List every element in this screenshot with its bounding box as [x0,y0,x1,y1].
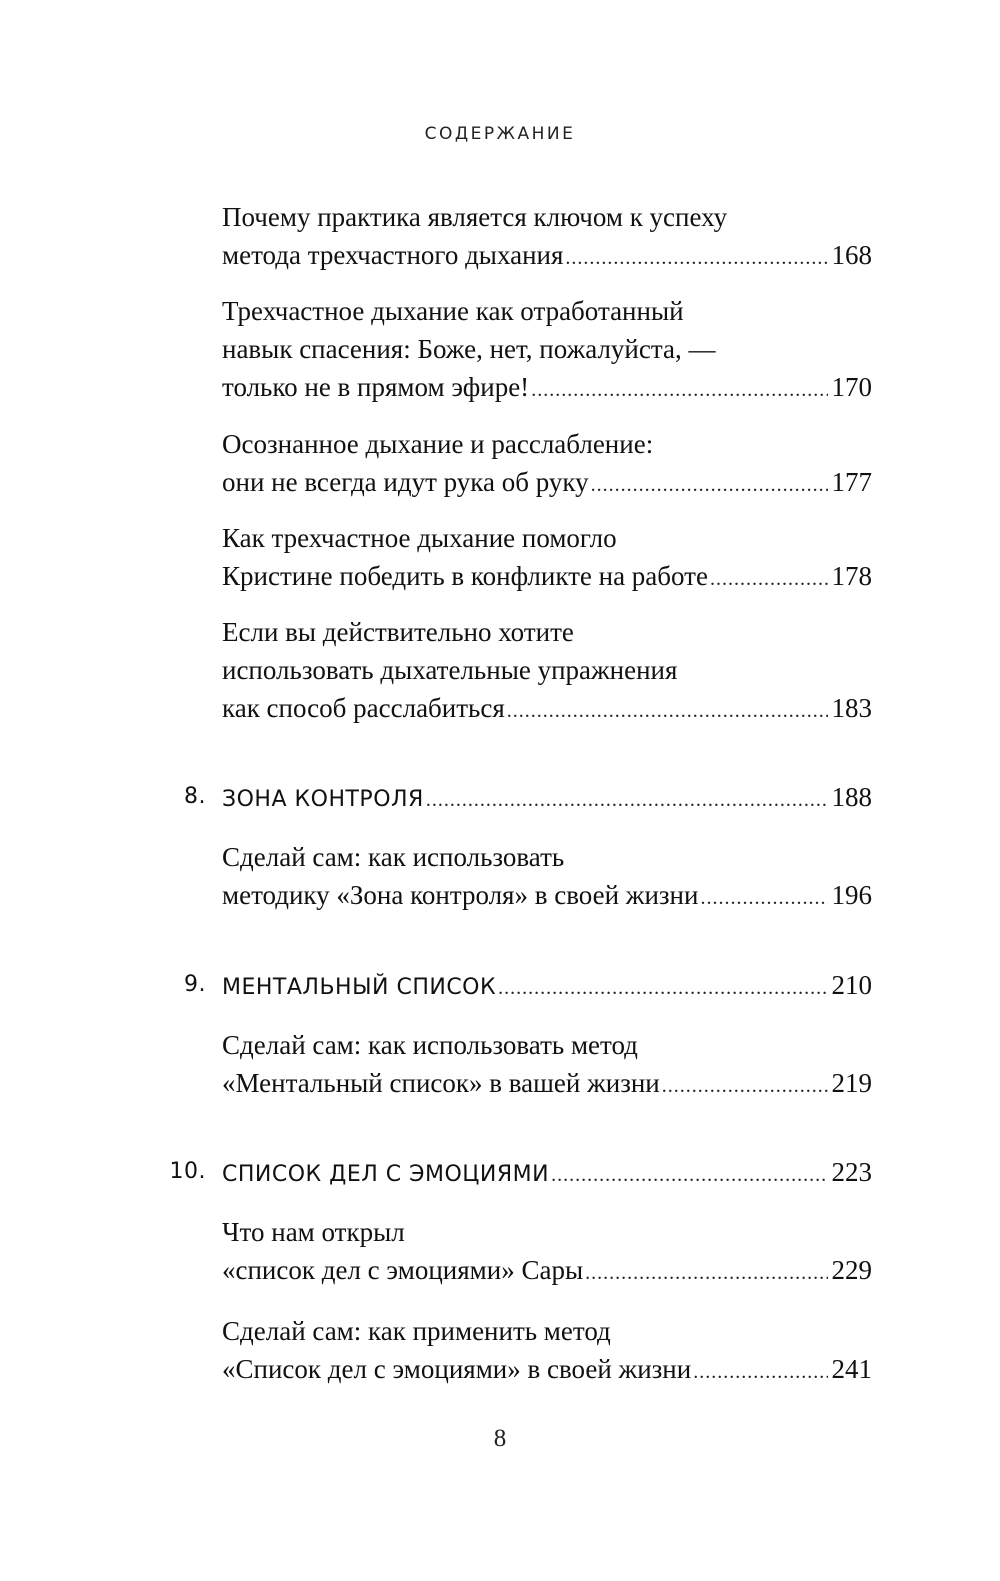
toc-chapter [169,1153,872,1191]
toc-page-number: 196 [831,880,872,910]
toc-entry-line: только не в прямом эфире! [222,372,530,402]
toc-page-number: 188 [831,782,872,812]
toc-page-number: 170 [831,372,872,402]
toc-entry [222,613,872,727]
toc-page-number: 241 [831,1354,872,1384]
toc-entry-line: «Ментальный список» в вашей жизни [222,1068,660,1098]
toc-entry-line: навык спасения: Боже, нет, пожалуйста, — [222,334,716,364]
toc-entry-line: Сделай сам: как использовать [222,842,565,872]
toc-entry-line: они не всегда идут рука об руку [222,467,589,497]
toc-entry [222,425,872,501]
toc-entry [222,1312,872,1388]
toc-entry [222,838,872,914]
dot-leader [498,969,827,1007]
toc-entry-line: использовать дыхательные упражнения [222,655,678,685]
toc-entry [222,1026,872,1102]
toc-entry-line: Осознанное дыхание и расслабление: [222,429,654,459]
toc-page-number: 210 [831,970,872,1000]
toc-page-number: 223 [831,1157,872,1187]
toc-entry [222,198,872,274]
toc-entry-line: «Список дел с эмоциями» в своей жизни [222,1354,692,1384]
page-header: СОДЕРЖАНИЕ [424,124,576,144]
toc-page-number: 178 [831,561,872,591]
toc-page-number: 177 [831,467,872,497]
toc-entry-line: Как трехчастное дыхание помогло [222,523,617,553]
toc-entry-line: Сделай сам: как применить метод [222,1316,611,1346]
dot-leader [662,1067,828,1105]
dot-leader [710,560,828,598]
chapter-title: ЗОНА КОНТРОЛЯ [222,787,424,812]
toc-entry-line: Если вы действительно хотите [222,617,574,647]
chapter-title: МЕНТАЛЬНЫЙ СПИСОК [222,975,497,1000]
dot-leader [585,1254,827,1292]
dot-leader [551,1156,827,1194]
toc-page-number: 183 [831,693,872,723]
page-number: 8 [493,1425,507,1452]
toc-entry-line: метода трехчастного дыхания [222,240,564,270]
toc-entry-line: как способ расслабиться [222,693,505,723]
toc-page-number: 219 [831,1068,872,1098]
chapter-number: 9. [184,972,206,997]
toc-entry-line: методику «Зона контроля» в своей жизни [222,880,699,910]
dot-leader [700,879,827,917]
dot-leader [565,239,827,277]
dot-leader [531,371,827,409]
toc-entry [222,519,872,595]
toc-entry-line: «список дел с эмоциями» Сары [222,1255,584,1285]
dot-leader [591,466,828,504]
dot-leader [693,1353,827,1391]
toc-entry-line: Сделай сам: как использовать метод [222,1030,638,1060]
toc-entry-line: Кристине победить в конфликте на работе [222,561,708,591]
toc-entry-line: Почему практика является ключом к успеху [222,202,728,232]
toc-entry-line: Трехчастное дыхание как отработанный [222,296,684,326]
toc-entry-line: Что нам открыл [222,1217,405,1247]
chapter-title: СПИСОК ДЕЛ С ЭМОЦИЯМИ [222,1162,550,1187]
dot-leader [507,692,828,730]
toc-chapter [184,966,872,1004]
toc-entry [222,1213,872,1289]
dot-leader [426,781,828,819]
chapter-number: 8. [184,784,206,809]
chapter-number: 10. [169,1159,206,1184]
toc-chapter [184,778,872,816]
toc-page-number: 229 [831,1255,872,1285]
toc-entry [222,292,872,406]
toc-page-number: 168 [831,240,872,270]
